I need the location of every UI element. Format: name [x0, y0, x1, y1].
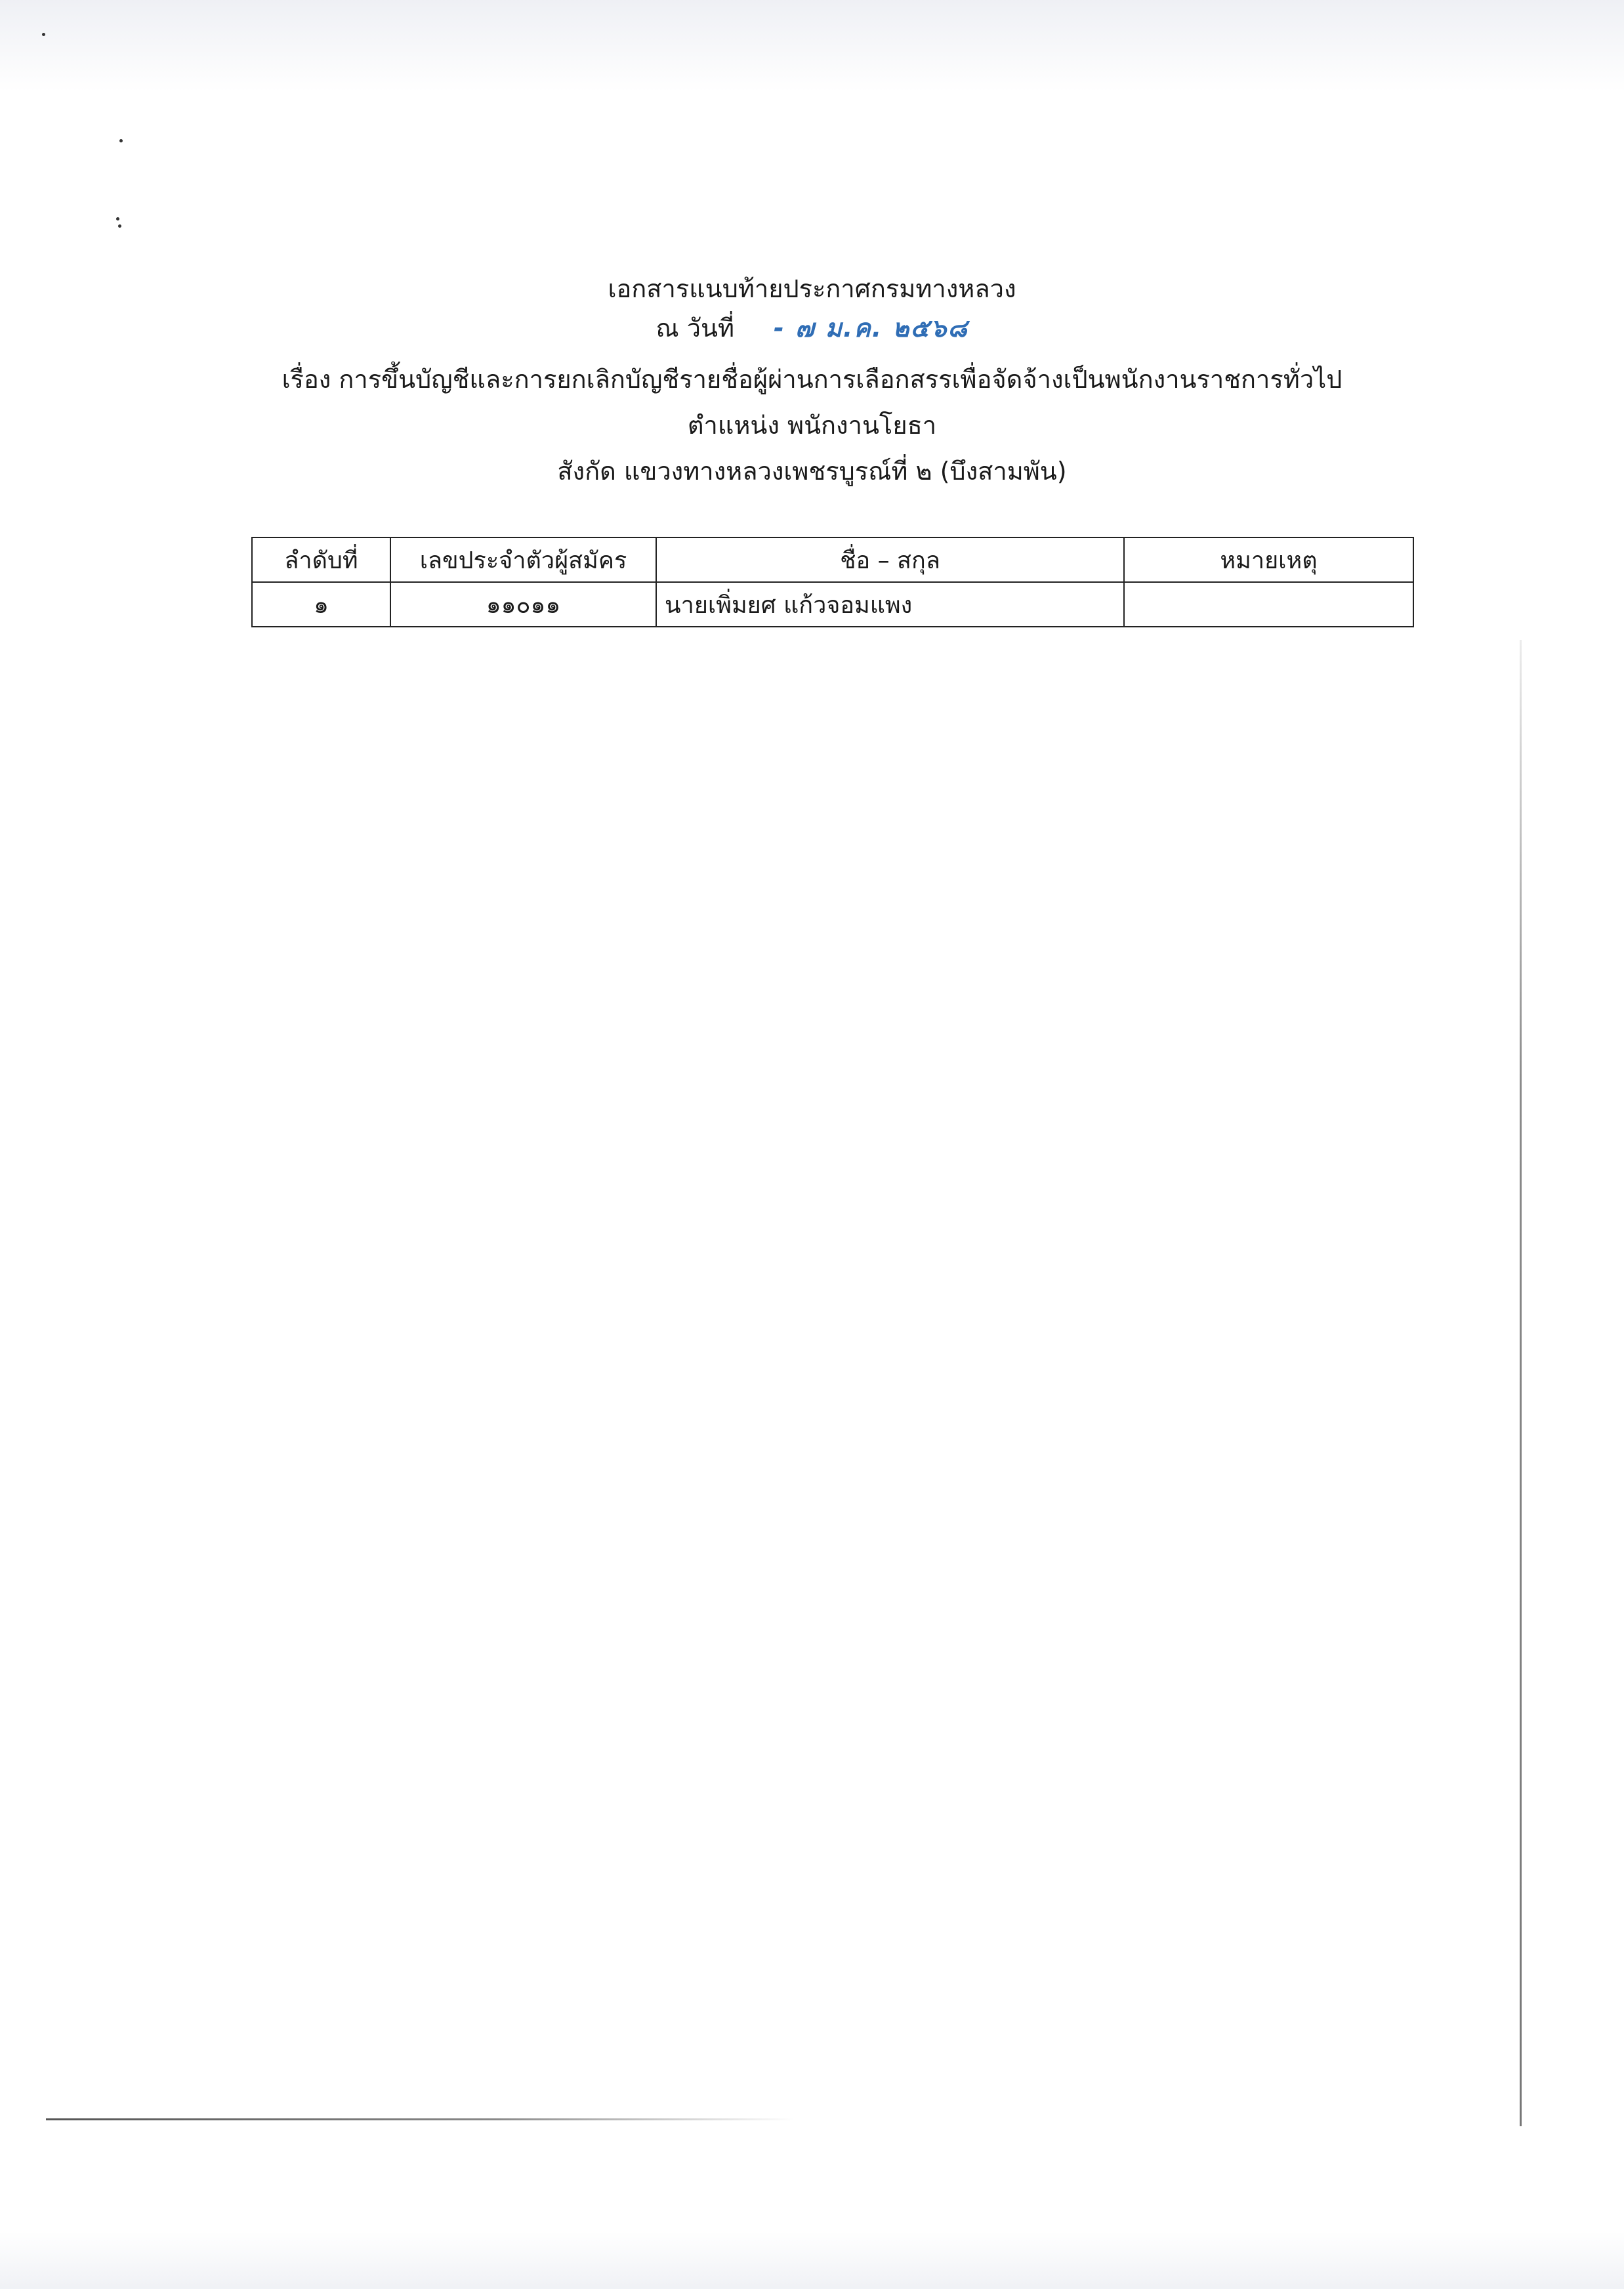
cell-order: ๑ — [252, 582, 390, 627]
date-label: ณ วันที่ — [656, 314, 735, 343]
scan-shading-bottom — [0, 2231, 1624, 2289]
table-header-row — [252, 537, 1413, 582]
column-header-order: ลำดับที่ — [252, 537, 390, 582]
cell-remark — [1124, 582, 1413, 627]
scan-shading-top — [0, 0, 1624, 92]
scan-edge-line-right — [1520, 640, 1522, 2126]
scan-speck — [118, 224, 121, 228]
applicant-table — [251, 537, 1414, 627]
affiliation-line: สังกัด แขวงทางหลวงเพชรบูรณ์ที่ ๒ (บึงสามพัน) — [557, 457, 1067, 486]
column-header-applicant-id: เลขประจำตัวผู้สมัคร — [390, 537, 656, 582]
scan-speck — [116, 217, 119, 220]
scan-speck — [42, 33, 45, 36]
cell-applicant-id: ๑๑๐๑๑ — [390, 582, 656, 627]
date-stamp: - ๗ ม.ค. ๒๕๖๘ — [774, 314, 968, 343]
document-title: เอกสารแนบท้ายประกาศกรมทางหลวง — [608, 274, 1016, 303]
cell-name: นายเพิ่มยศ แก้วจอมแพง — [656, 582, 1124, 627]
scan-edge-line-bottom — [46, 2118, 794, 2120]
column-header-remark: หมายเหตุ — [1124, 537, 1413, 582]
column-header-name: ชื่อ – สกุล — [656, 537, 1124, 582]
position-line: ตำแหน่ง พนักงานโยธา — [687, 411, 937, 440]
table-row — [252, 582, 1413, 627]
scan-speck — [119, 139, 123, 142]
subject-line: เรื่อง การขึ้นบัญชีและการยกเลิกบัญชีรายชื่อผู้ผ่านการเลือกสรรเพื่อจัดจ้างเป็นพนักงานราชการทั่วไป — [281, 365, 1343, 394]
date-line — [0, 311, 1624, 345]
